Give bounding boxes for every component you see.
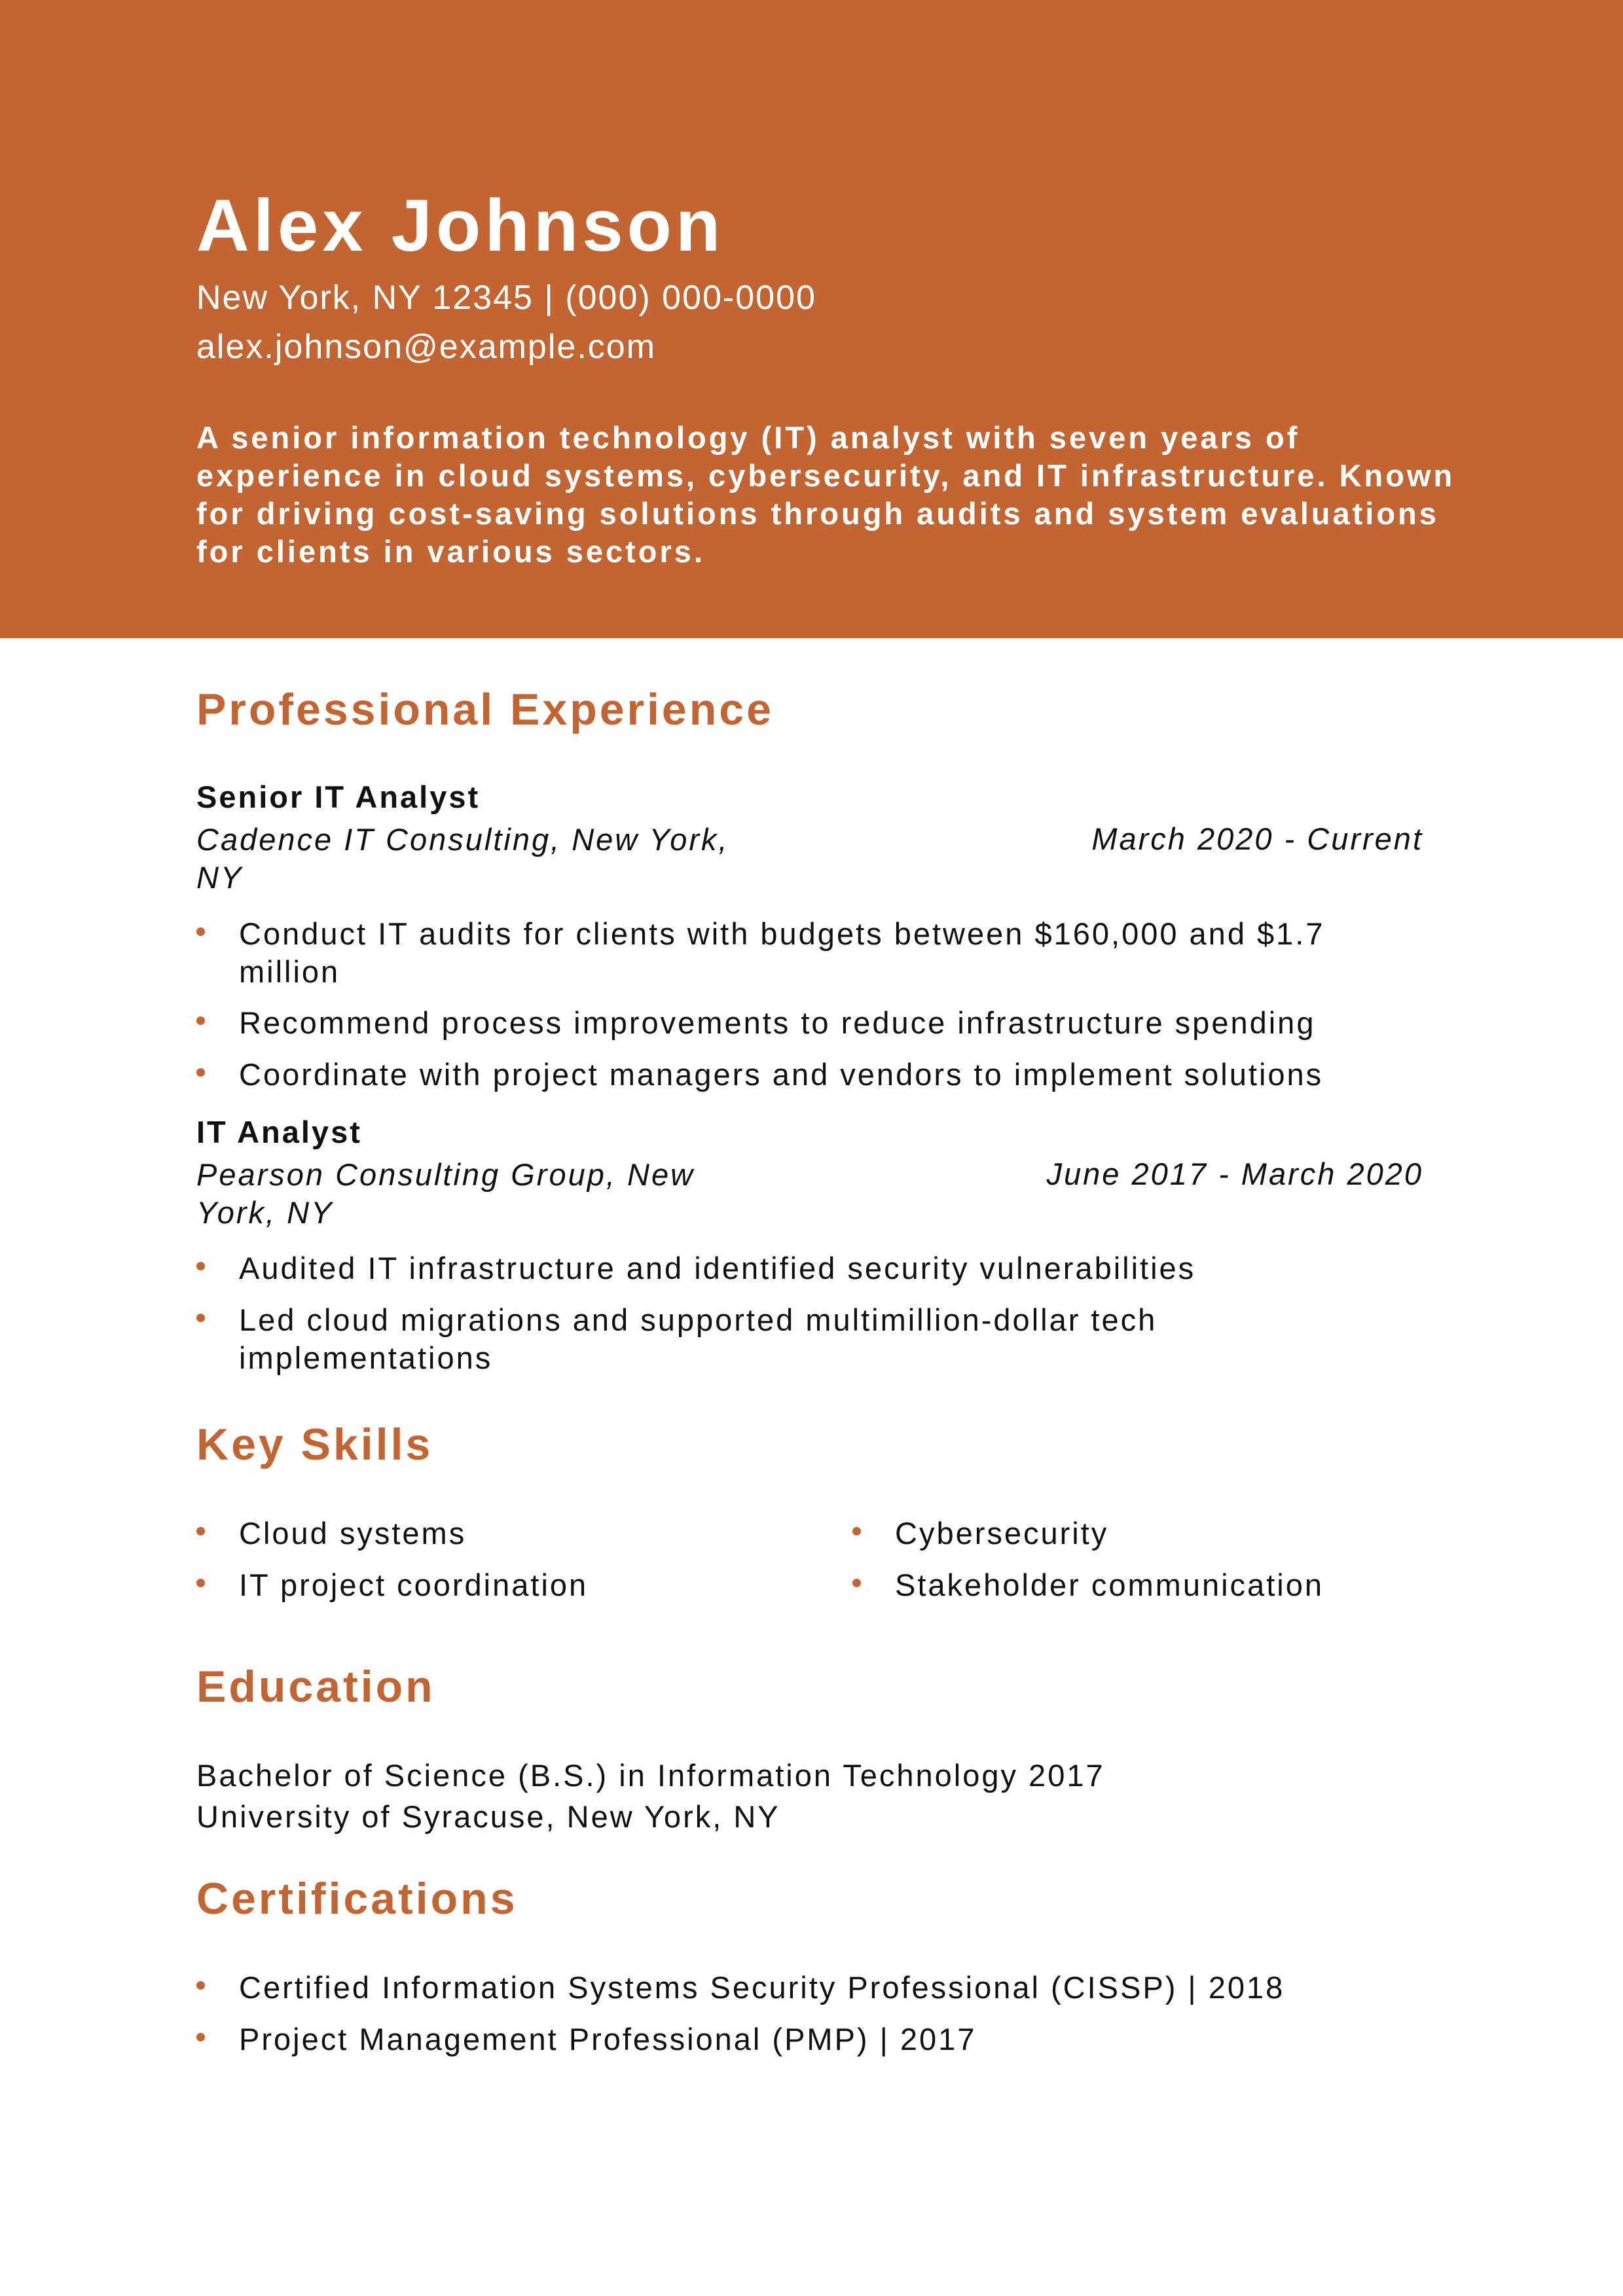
skill-item: Stakeholder communication xyxy=(895,1566,1324,1604)
education-school: University of Syracuse, New York, NY xyxy=(196,1799,780,1834)
job-bullet: Recommend process improvements to reduce infrastructure spending xyxy=(239,1004,1315,1042)
job-dates: June 2017 - March 2020 xyxy=(1046,1157,1423,1191)
job-title: Senior IT Analyst xyxy=(196,780,481,814)
candidate-name: Alex Johnson xyxy=(196,185,725,266)
certifications-heading: Certifications xyxy=(196,1874,518,1924)
job-bullet: Audited IT infrastructure and identified security vulnerabilities xyxy=(239,1249,1195,1287)
skill-item: Cloud systems xyxy=(239,1515,466,1552)
contact-email[interactable]: alex.johnson@example.com xyxy=(196,328,657,366)
job-title: IT Analyst xyxy=(196,1115,362,1149)
contact-address-phone: New York, NY 12345 | (000) 000-0000 xyxy=(196,279,816,317)
header-banner xyxy=(0,0,1623,638)
skills-heading: Key Skills xyxy=(196,1420,433,1469)
job-bullet: Led cloud migrations and supported multimillion-dollar tech implementations xyxy=(239,1301,1326,1377)
job-bullet: Coordinate with project managers and vendors to implement solutions xyxy=(239,1056,1323,1094)
job-bullet: Conduct IT audits for clients with budgets between $160,000 and $1.7 million xyxy=(239,915,1417,991)
skill-item: IT project coordination xyxy=(239,1566,588,1604)
job-dates: March 2020 - Current xyxy=(1091,821,1423,856)
education-degree: Bachelor of Science (B.S.) in Information Technology 2017 xyxy=(196,1758,1105,1793)
experience-heading: Professional Experience xyxy=(196,685,774,734)
job-company: Pearson Consulting Group, New York, NY xyxy=(196,1157,695,1230)
certification-item: Certified Information Systems Security Professional (CISSP) | 2018 xyxy=(239,1969,1285,2007)
certification-item: Project Management Professional (PMP) | 2017 xyxy=(239,2020,976,2058)
education-heading: Education xyxy=(196,1662,435,1712)
skill-item: Cybersecurity xyxy=(895,1515,1108,1552)
job-company: Cadence IT Consulting, New York, NY xyxy=(196,822,729,895)
professional-summary: A senior information technology (IT) analyst with seven years of experience in cloud systems, cybersecurity, and IT infrastructure. Known for driving cost-saving solutions through audits and system evaluations for clients in various sectors. xyxy=(196,420,1455,569)
